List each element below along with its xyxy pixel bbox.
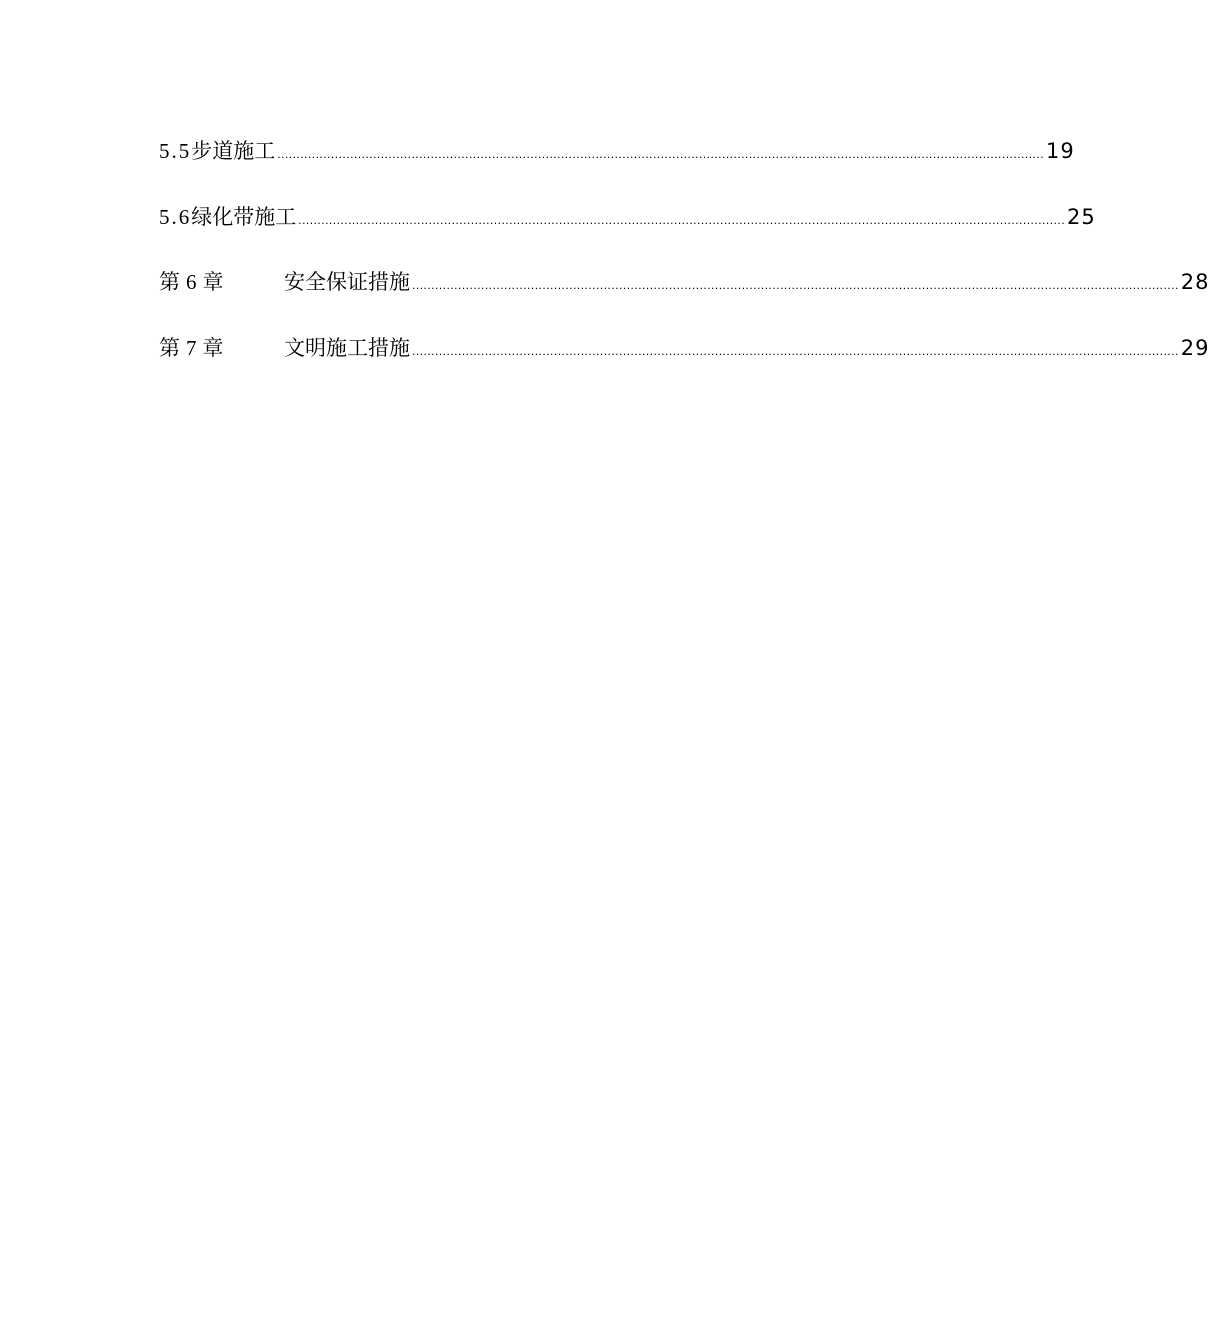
toc-chapter-suffix: 章 bbox=[202, 270, 224, 294]
toc-dot-leader: ........................................................................................................................................................................................................ bbox=[277, 147, 1045, 161]
toc-entry-title: 绿化带施工 bbox=[191, 204, 297, 229]
toc-section-number: 5.5 bbox=[159, 139, 192, 163]
toc-entry-title: 安全保证措施 bbox=[284, 270, 410, 294]
toc-dot-leader: ........................................................................................................................................................................................................ bbox=[298, 212, 1066, 227]
toc-entry[interactable] bbox=[159, 328, 1210, 394]
toc-entry-label bbox=[159, 131, 275, 171]
toc-page-number: 19 bbox=[1046, 139, 1075, 163]
toc-chapter-number bbox=[159, 262, 284, 302]
toc-dot-leader: ........................................................................................................................................................................................................ bbox=[412, 343, 1179, 358]
toc-chapter-prefix: 第 bbox=[159, 270, 180, 294]
toc-page-number: 25 bbox=[1067, 204, 1096, 229]
toc-chapter-number bbox=[159, 328, 284, 368]
table-of-contents bbox=[159, 131, 1210, 393]
toc-page-number: 29 bbox=[1180, 335, 1210, 360]
toc-chapter-prefix: 第 bbox=[159, 335, 180, 360]
toc-page-number: 28 bbox=[1180, 270, 1210, 294]
toc-entry-title: 文明施工措施 bbox=[284, 335, 410, 360]
toc-entry-label bbox=[159, 197, 296, 237]
toc-chapter-num: 7 bbox=[186, 335, 197, 360]
toc-entry-title: 步道施工 bbox=[191, 139, 276, 163]
toc-section-number: 5.6 bbox=[159, 204, 192, 229]
toc-chapter-num: 6 bbox=[186, 270, 197, 294]
toc-chapter-suffix: 章 bbox=[202, 335, 224, 360]
toc-entry[interactable] bbox=[159, 262, 1210, 328]
toc-dot-leader: ........................................................................................................................................................................................................ bbox=[412, 278, 1179, 292]
toc-entry-label bbox=[159, 262, 410, 302]
toc-entry-label bbox=[159, 328, 410, 368]
toc-entry[interactable] bbox=[159, 197, 1096, 263]
toc-entry[interactable] bbox=[159, 131, 1075, 197]
